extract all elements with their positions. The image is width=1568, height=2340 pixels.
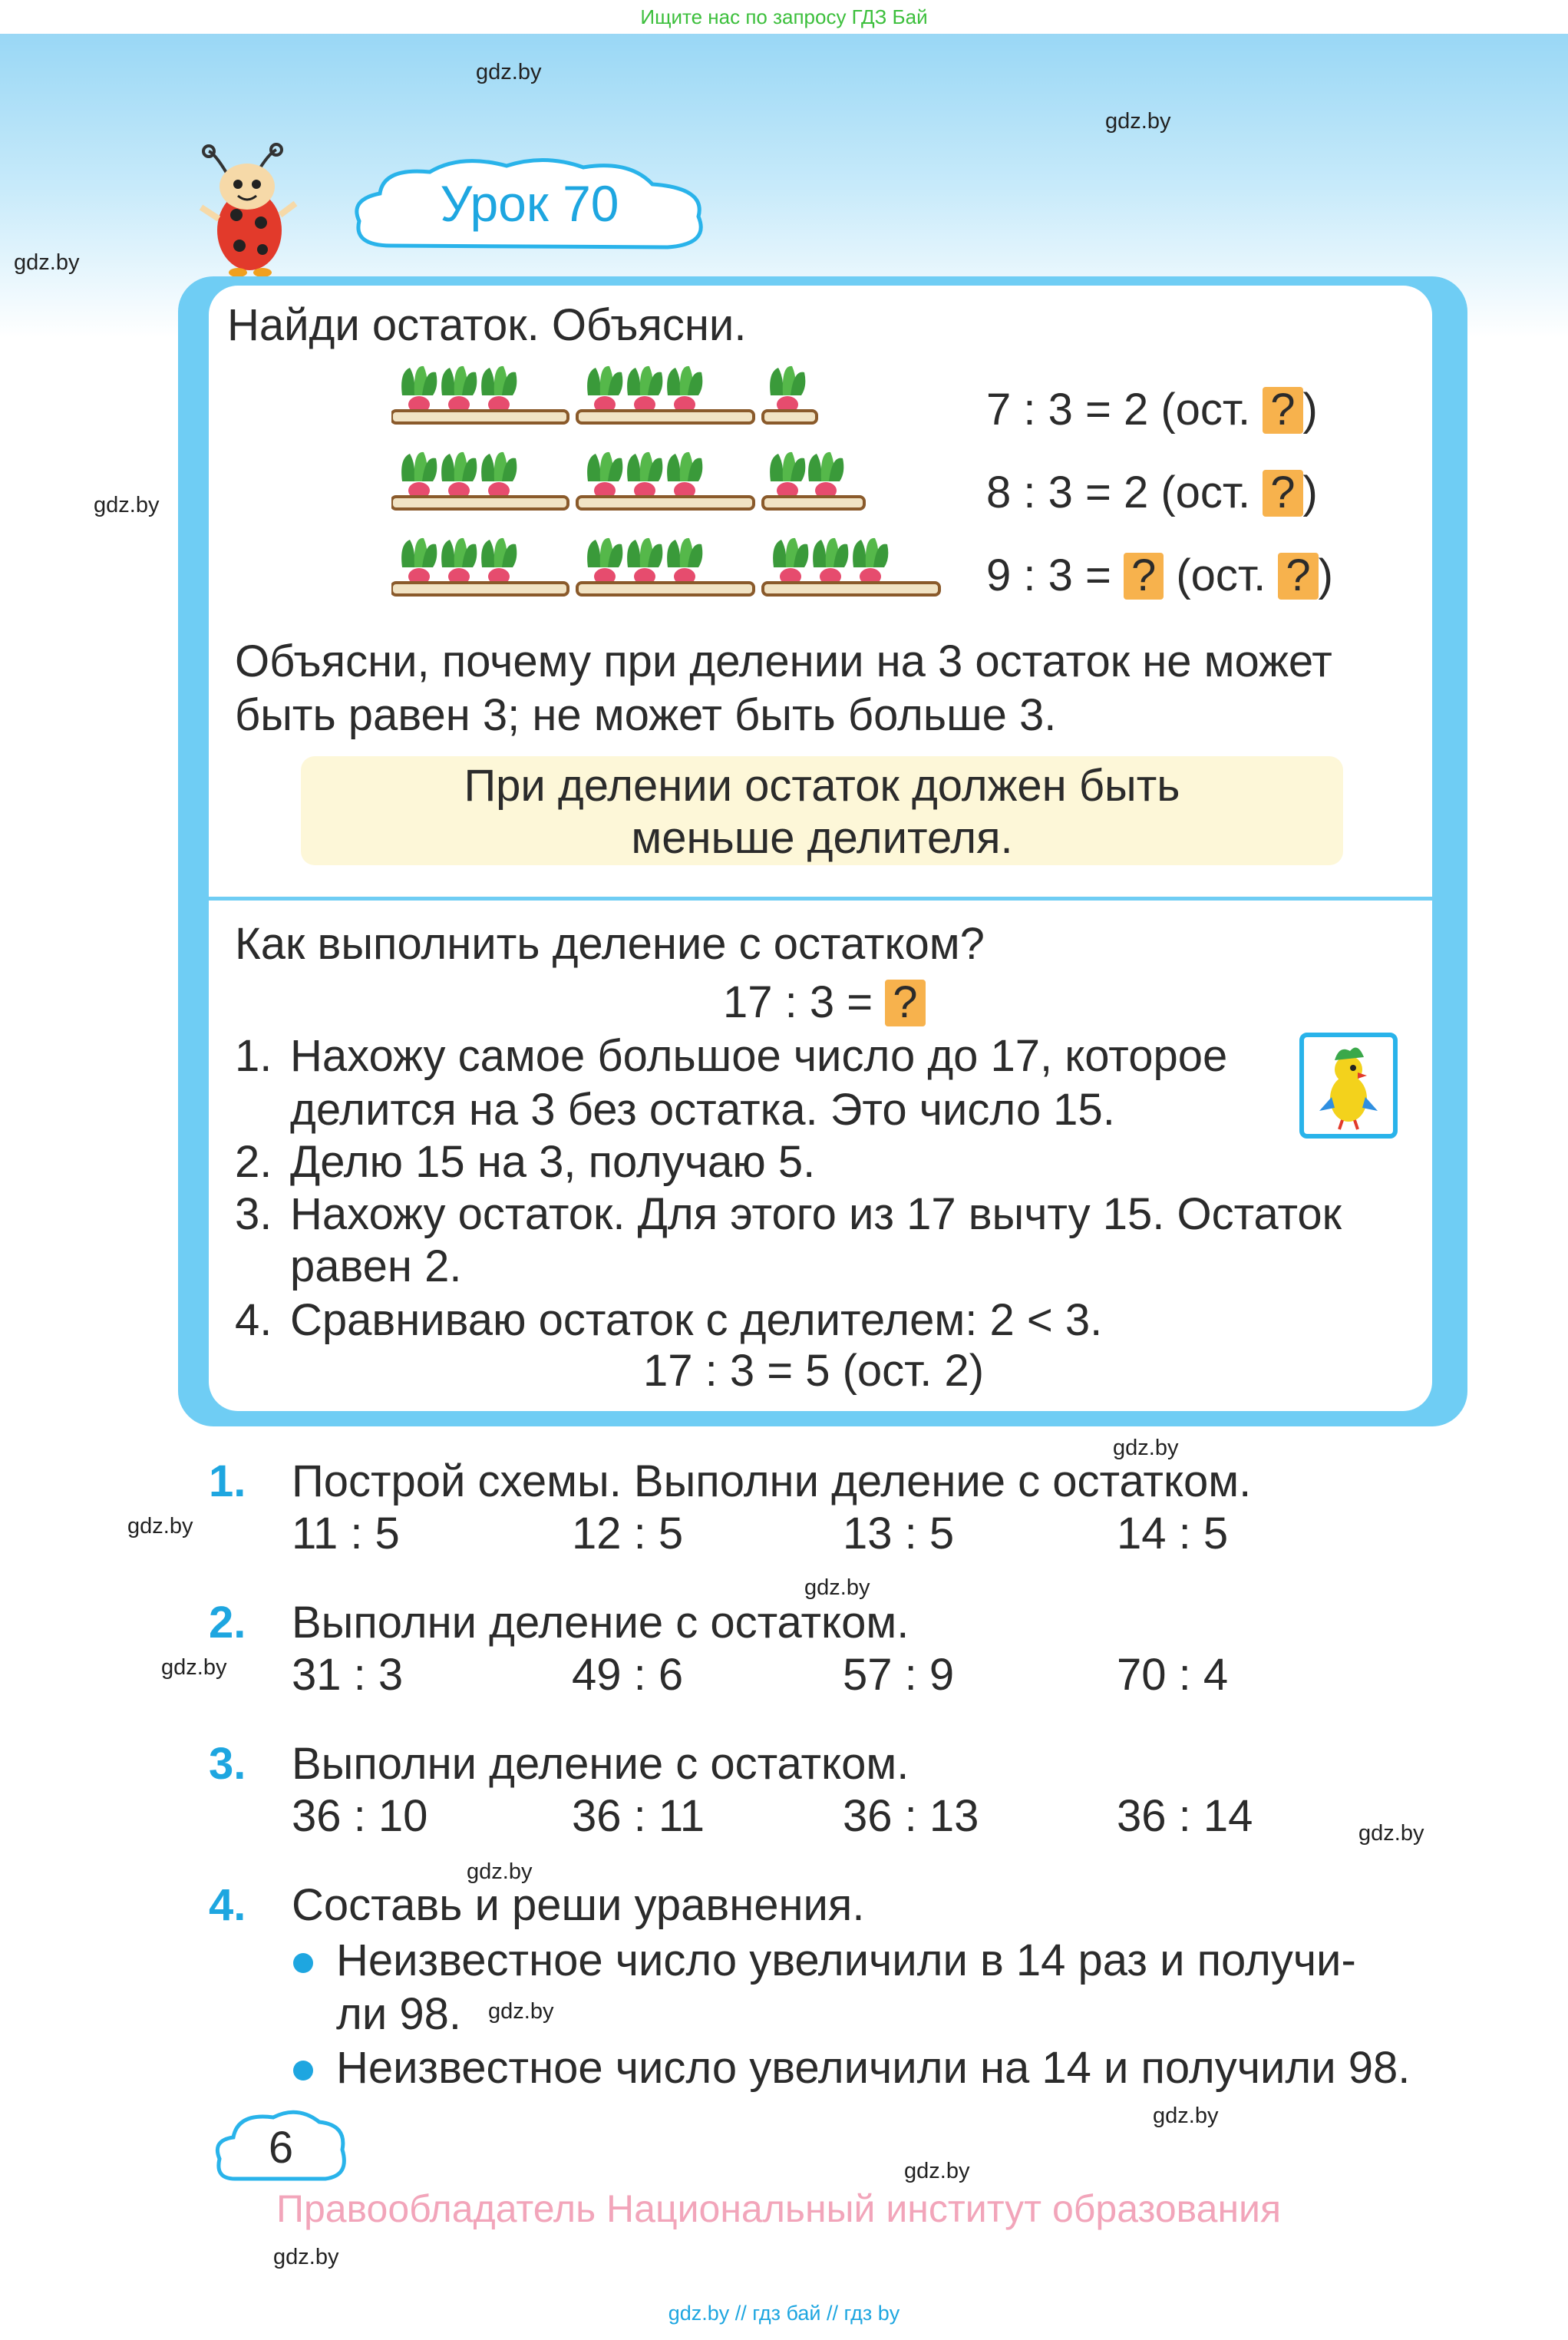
watermark: gdz.by (1153, 2104, 1219, 2128)
radish-baskets-illustration (391, 365, 952, 622)
equation-8-by-3 (986, 467, 1318, 518)
step-text: Делю 15 на 3, получаю 5. (290, 1137, 816, 1187)
exercise-item: 57 : 9 (843, 1650, 955, 1700)
search-hint-bar (0, 0, 1568, 34)
equation-text: (ост. (1176, 550, 1266, 600)
section2-question: Как выполнить деление с остатком? (235, 919, 985, 969)
bullet-text: Неизвестное число увеличили на 14 и получили 98. (336, 2043, 1411, 2093)
footer-links: gdz.by // гдз бай // гдз by (668, 2302, 900, 2325)
step-number: 2. (235, 1137, 272, 1187)
bullet-text: Неизвестное число увеличили в 14 раз и получи- (336, 1935, 1356, 1985)
exercise-item: 36 : 11 (572, 1791, 705, 1841)
question-mark-box: ? (1278, 553, 1318, 600)
ladybug-mascot-icon (192, 142, 299, 280)
answer-line-1: При делении остаток должен быть (464, 761, 1180, 811)
closing-paren: ) (1302, 385, 1318, 435)
watermark: gdz.by (14, 250, 80, 275)
answer-line-2: меньше делителя. (631, 813, 1013, 863)
exercise-title: Составь и реши уравнения. (292, 1880, 865, 1930)
bullet-icon (293, 1953, 313, 1973)
step-number: 4. (235, 1295, 272, 1345)
step-text: Нахожу самое большое число до 17, которое (290, 1031, 1228, 1081)
explain-line-1: Объясни, почему при делении на 3 остаток не может (235, 636, 1332, 686)
watermark: gdz.by (1105, 109, 1171, 134)
watermark: gdz.by (94, 493, 160, 517)
lesson-title: Урок 70 (440, 175, 619, 232)
exercise-item: 36 : 14 (1117, 1791, 1253, 1841)
exercise-title: Построй схемы. Выполни деление с остатком. (292, 1456, 1252, 1506)
step-text: делится на 3 без остатка. Это число 15. (290, 1085, 1115, 1135)
equation-7-by-3 (986, 384, 1318, 435)
parrot-icon (1304, 1037, 1393, 1134)
copyright: Правообладатель Национальный институт образования (276, 2187, 1282, 2230)
watermark: gdz.by (476, 60, 542, 84)
bullet-icon (293, 2061, 313, 2081)
exercise-item: 36 : 10 (292, 1791, 428, 1841)
question-mark-box: ? (1124, 553, 1164, 600)
watermark: gdz.by (161, 1655, 227, 1680)
equation-text: 8 : 3 = 2 (ост. (986, 468, 1251, 517)
panel-divider (209, 897, 1432, 901)
closing-paren: ) (1318, 550, 1333, 600)
equation-text: 9 : 3 = (986, 550, 1111, 600)
explain-line-2: быть равен 3; не может быть больше 3. (235, 690, 1057, 740)
watermark: gdz.by (273, 2245, 339, 2269)
search-hint: Ищите нас по запросу ГДЗ Бай (640, 5, 928, 28)
exercise-number: 1. (209, 1456, 246, 1506)
watermark: gdz.by (467, 1859, 533, 1884)
bullet-text: ли 98. (336, 1989, 461, 2039)
page-number: 6 (268, 2123, 294, 2173)
step-text: Нахожу остаток. Для этого из 17 вычту 15. Остаток (290, 1189, 1342, 1239)
question-mark-box: ? (885, 980, 925, 1026)
exercise-item: 11 : 5 (292, 1509, 400, 1558)
exercise-item: 31 : 3 (292, 1650, 404, 1700)
step-text: Сравниваю остаток с делителем: 2 < 3. (290, 1295, 1103, 1345)
watermark: gdz.by (127, 1514, 193, 1539)
watermark: gdz.by (488, 1999, 554, 2024)
watermark: gdz.by (904, 2159, 970, 2183)
exercise-number: 4. (209, 1880, 246, 1930)
closing-paren: ) (1302, 468, 1318, 517)
watermark: gdz.by (1358, 1821, 1424, 1846)
example-equation (723, 977, 926, 1028)
equation-text: 17 : 3 = (723, 977, 873, 1027)
watermark: gdz.by (1113, 1436, 1179, 1460)
question-mark-box: ? (1263, 470, 1302, 517)
exercise-number: 2. (209, 1598, 246, 1648)
exercise-item: 14 : 5 (1117, 1509, 1229, 1558)
step-number: 1. (235, 1031, 272, 1081)
step-number: 3. (235, 1189, 272, 1239)
equation-text: 7 : 3 = 2 (ост. (986, 385, 1251, 435)
exercise-item: 36 : 13 (843, 1791, 979, 1841)
watermark: gdz.by (804, 1575, 870, 1600)
section1-heading: Найди остаток. Объясни. (227, 300, 747, 350)
question-mark-box: ? (1263, 387, 1302, 434)
example-result: 17 : 3 = 5 (ост. 2) (643, 1346, 985, 1396)
step-text: равен 2. (290, 1241, 462, 1291)
equation-9-by-3 (986, 550, 1333, 601)
parrot-hint-box (1299, 1033, 1398, 1139)
exercise-item: 13 : 5 (843, 1509, 955, 1558)
exercise-title: Выполни деление с остатком. (292, 1739, 909, 1789)
exercise-item: 12 : 5 (572, 1509, 684, 1558)
exercise-title: Выполни деление с остатком. (292, 1598, 909, 1648)
exercise-item: 49 : 6 (572, 1650, 684, 1700)
exercise-item: 70 : 4 (1117, 1650, 1229, 1700)
exercise-number: 3. (209, 1739, 246, 1789)
